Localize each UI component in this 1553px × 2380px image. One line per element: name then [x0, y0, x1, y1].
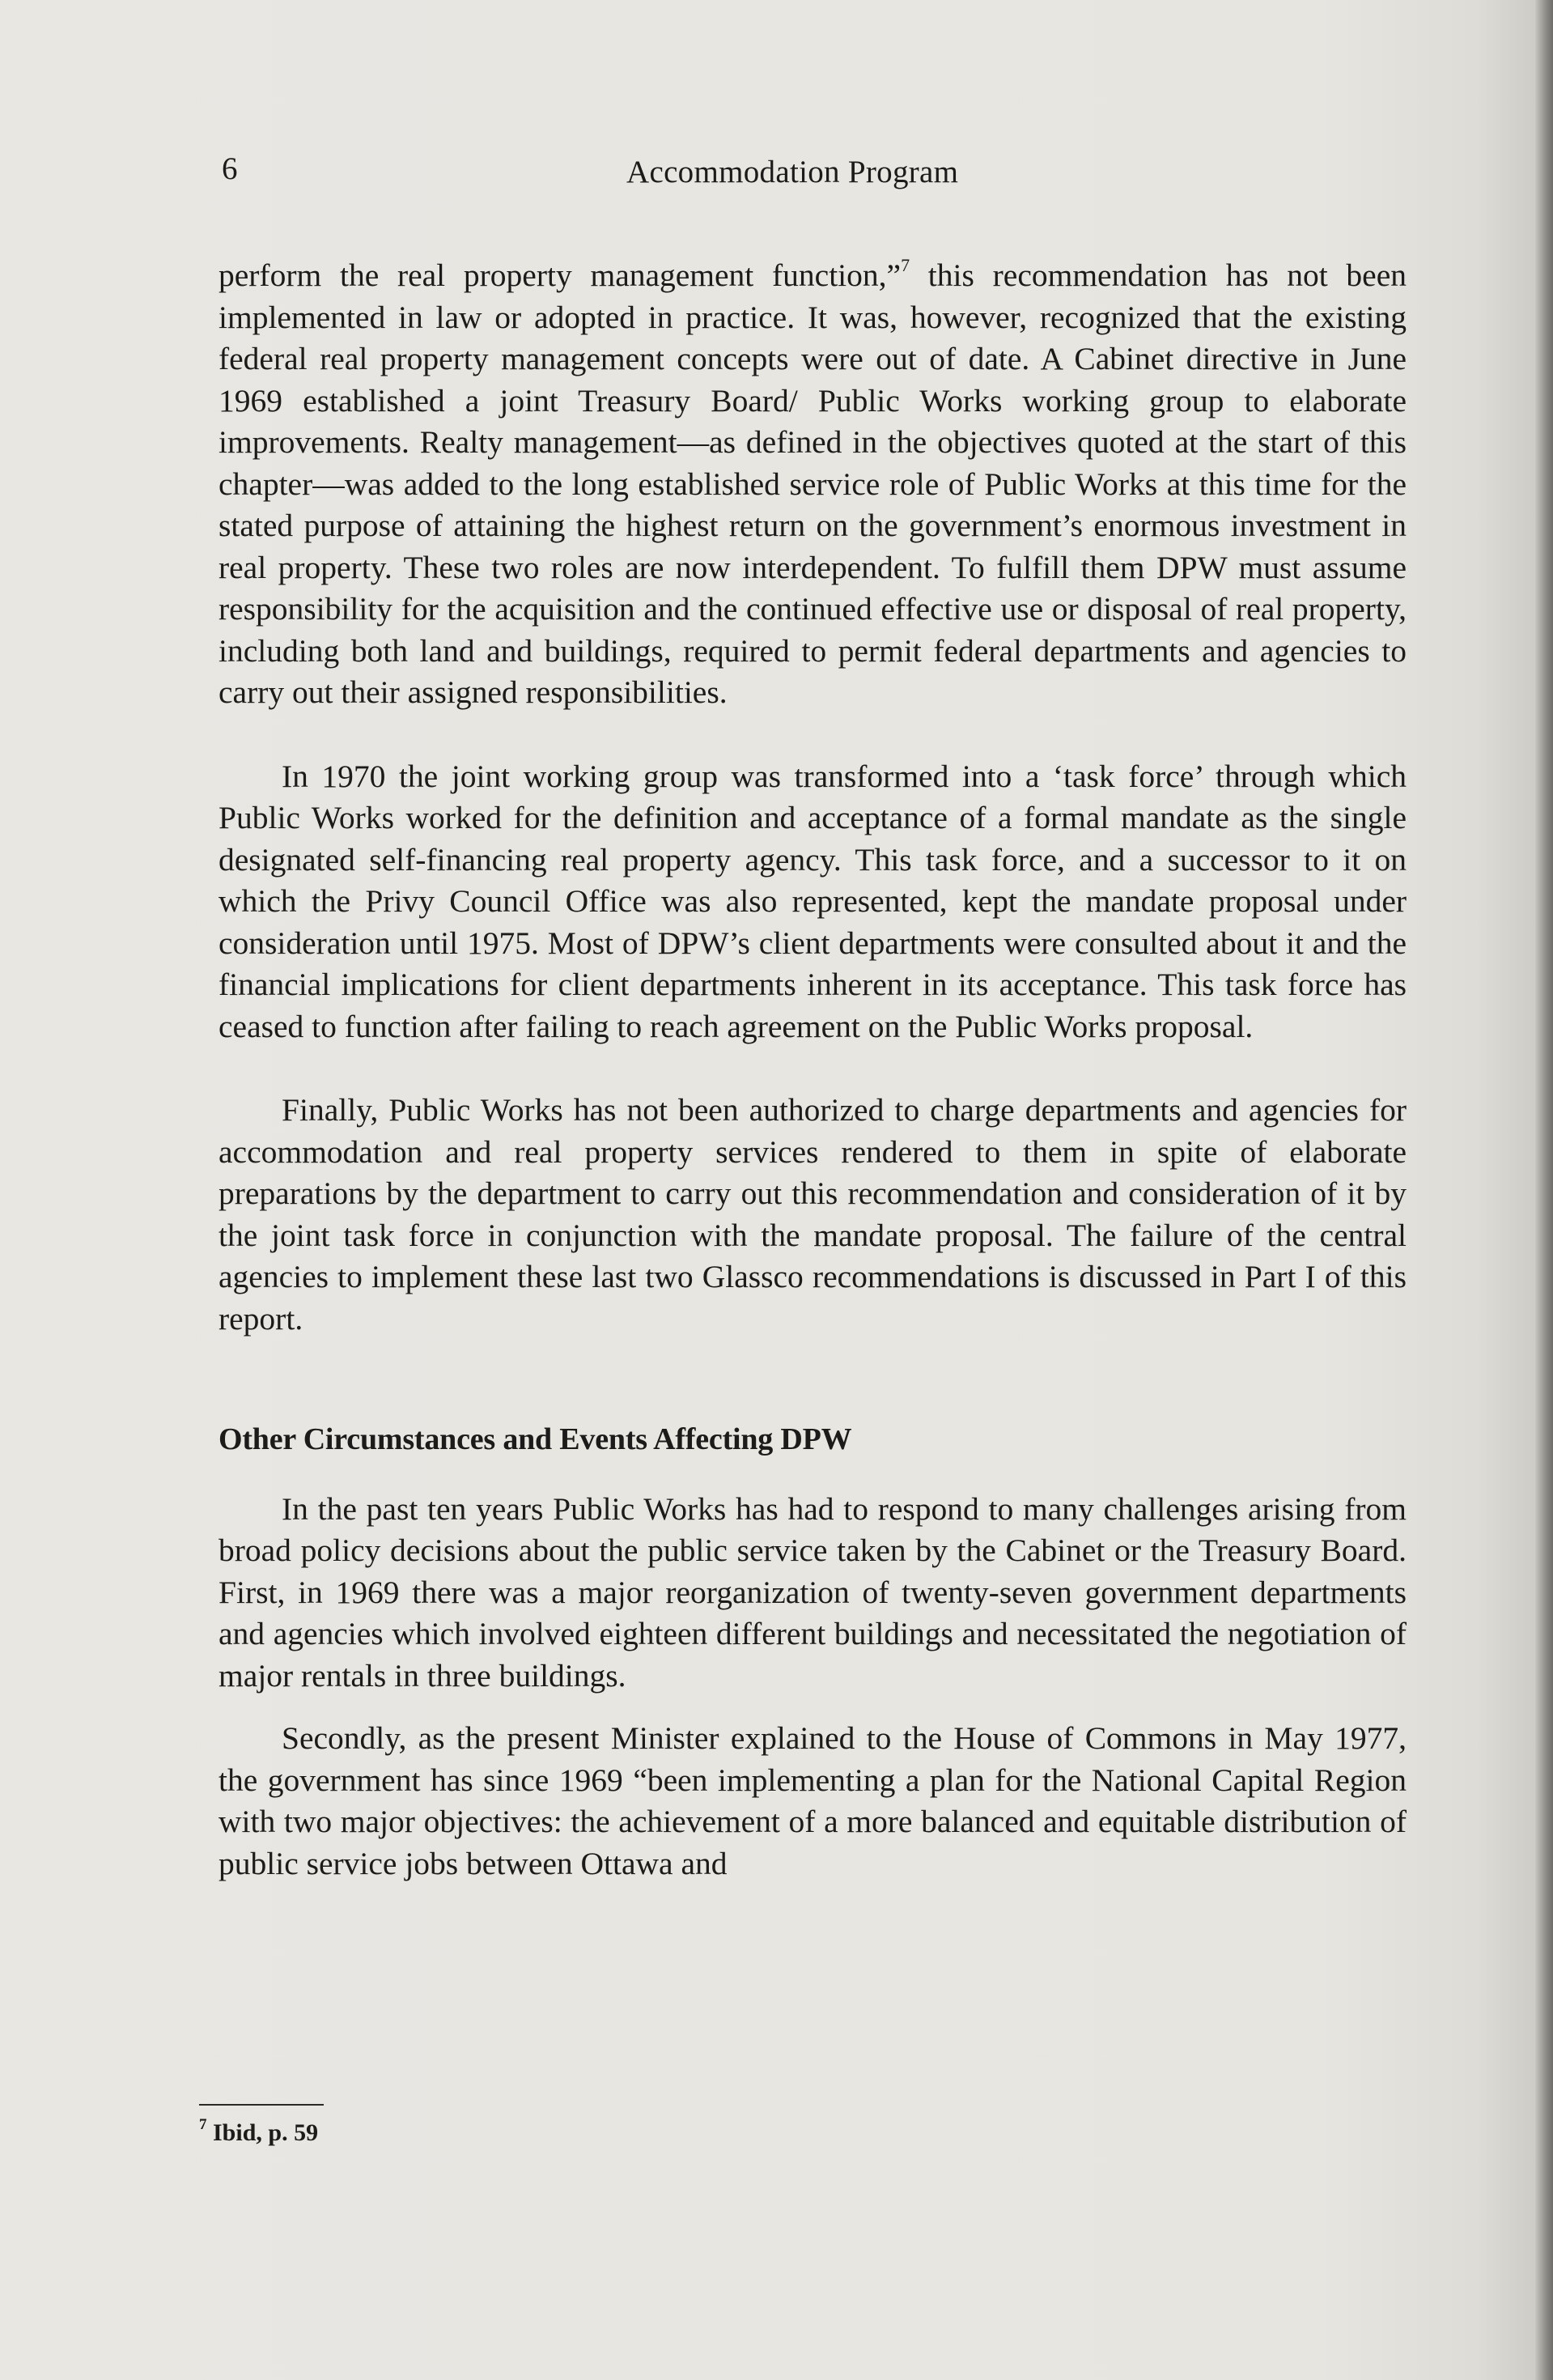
- paragraph-task-force: In 1970 the joint working group was transformed into a ‘task force’ through which Public Works worked for the definition and acceptance of a formal mandate as the single designated self-financing real property agency. This task force, and a successor to it on which the Privy Council Office was also represented, kept the mandate proposal under consideration until 1975. Most of DPW’s client departments were consulted about it and the financial implications for client departments inherent in its acceptance. This task force has ceased to function after failing to reach agreement on the Public Works proposal.: [219, 758, 1407, 1044]
- footnote-divider: [199, 2104, 324, 2106]
- running-head: [219, 151, 1408, 199]
- paragraph-text-rest: this recommendation has not been implemented in law or adopted in practice. It was, however, recognized that the existing federal real property management concepts were out of date. A Cabinet directive in June 1969 established a joint Treasury Board/ Public Works working group to elaborate improvements. Realty management—as defined in the objectives quoted at the start of this chapter—was added to the long established service role of Public Works at this time for the stated purpose of attaining the highest return on the government’s enormous investment in real property. These two roles are now interdependent. To fulfill them DPW must assume responsibility for the acquisition and the continued effective use or disposal of real property, including both land and buildings, required to permit federal departments and agencies to carry out their assigned responsibilities.: [219, 257, 1407, 710]
- footnote-reference: 7: [901, 254, 910, 275]
- body-text: [219, 255, 1407, 1885]
- paragraph-past-ten-years: In the past ten years Public Works has had to respond to many challenges arising from broad policy decisions about the public service taken by the Cabinet or the Treasury Board. First, in 1969 there was a major reorganization of twenty-seven government departments and agencies which involved eighteen different buildings and necessitated the negotiation of major rentals in three buildings.: [219, 1490, 1407, 1694]
- page-binding-edge: [1535, 0, 1553, 2380]
- footnote-text: Ibid, p. 59: [206, 2119, 319, 2146]
- paragraph-continued: [219, 255, 1407, 714]
- footnote-marker: 7: [199, 2116, 207, 2133]
- footnote: [199, 2116, 319, 2147]
- paragraph-secondly: Secondly, as the present Minister explained to the House of Commons in May 1977, the government has since 1969 “been implementing a plan for the National Capital Region with two major objectives: the achievement of a more balanced and equitable distribution of public service jobs between Ottawa and: [219, 1720, 1407, 1881]
- running-title: Accommodation Program: [626, 155, 959, 189]
- page-number: 6: [222, 151, 238, 186]
- paragraph-finally: Finally, Public Works has not been authorized to charge departments and agencies for accommodation and real property services rendered to them in spite of elaborate preparations by the department to carry out this recommendation and consideration of it by the joint task force in conjunction with the mandate proposal. The failure of the central agencies to implement these last two Glassco recommendations is discussed in Part I of this report.: [219, 1092, 1407, 1337]
- paragraph-text-start: perform the real property management function,”: [219, 257, 902, 293]
- section-heading: Other Circumstances and Events Affecting DPW: [219, 1422, 852, 1456]
